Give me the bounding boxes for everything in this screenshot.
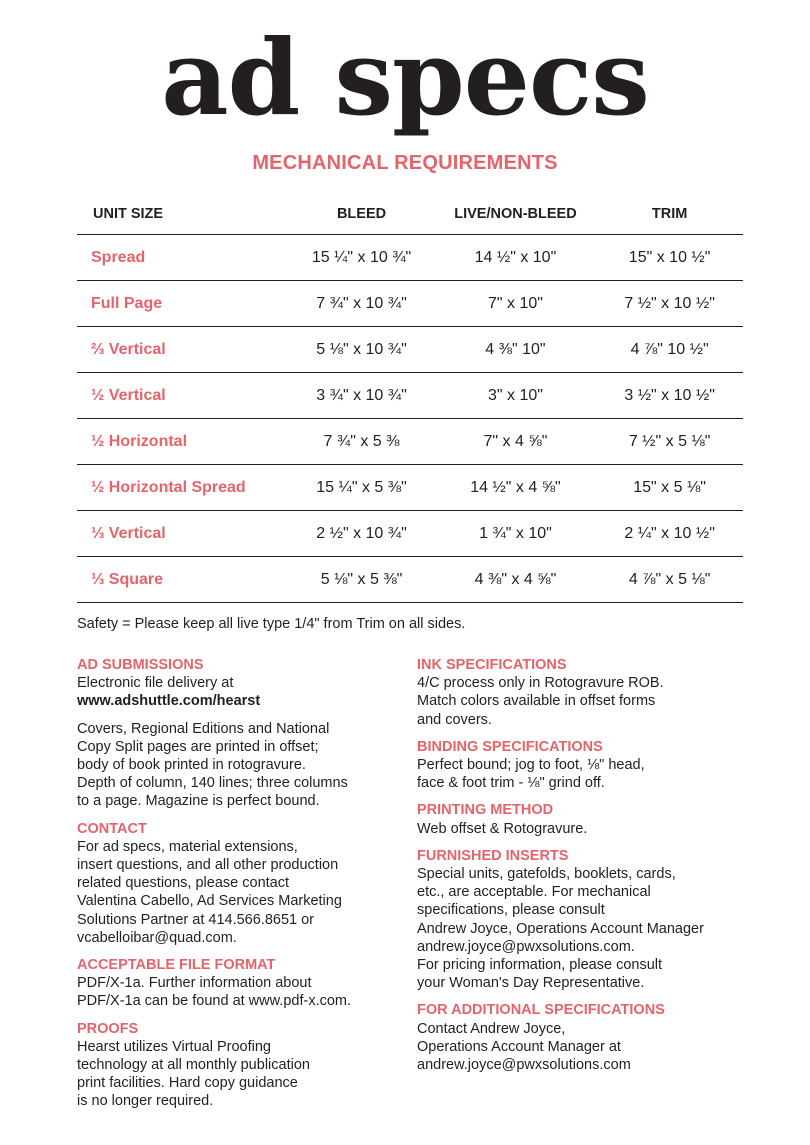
section-heading: PROOFS — [77, 1020, 139, 1037]
live-value: 14 ½" x 10" — [435, 235, 597, 281]
trim-value: 15" x 5 ⅛" — [596, 465, 743, 511]
section-text: Electronic file delivery at — [77, 675, 234, 692]
live-value: 7" x 4 ⅝" — [435, 419, 597, 465]
table-row — [77, 327, 743, 373]
additional-section — [417, 1001, 747, 1074]
section-text: Contact Andrew Joyce, Operations Account Manager at andrew.joyce@pwxsolutions.com — [417, 1020, 631, 1074]
header-unit-size: UNIT SIZE — [77, 194, 288, 235]
bleed-value: 5 ⅛" x 10 ¾" — [288, 327, 434, 373]
bleed-value: 7 ¾" x 5 ⅜ — [288, 419, 434, 465]
unit-name: ⅓ Square — [77, 557, 288, 603]
section-heading: ACCEPTABLE FILE FORMAT — [77, 957, 276, 974]
section-heading: INK SPECIFICATIONS — [417, 657, 567, 673]
specs-table — [77, 194, 743, 603]
proofs-section — [77, 1020, 397, 1111]
live-value: 14 ½" x 4 ⅝" — [435, 465, 597, 511]
section-text: PDF/X-1a. Further information about PDF/X-1a can be found at www.pdf-x.com. — [77, 975, 352, 1010]
contact-section — [77, 820, 397, 947]
section-heading: BINDING SPECIFICATIONS — [417, 738, 603, 755]
unit-name: ½ Horizontal Spread — [77, 465, 288, 511]
trim-value: 2 ¼" x 10 ½" — [596, 511, 743, 557]
trim-value: 4 ⅞" 10 ½" — [596, 327, 743, 373]
header-trim: TRIM — [596, 194, 743, 235]
trim-value: 4 ⅞" x 5 ⅛" — [596, 557, 743, 603]
live-value: 1 ¾" x 10" — [435, 511, 597, 557]
header-bleed: BLEED — [288, 194, 434, 235]
trim-value: 7 ½" x 5 ⅛" — [596, 419, 743, 465]
section-text: Perfect bound; jog to foot, ⅛" head, face & foot trim - ⅛" grind off. — [417, 757, 645, 792]
table-header-row — [77, 194, 743, 235]
section-heading: FOR ADDITIONAL SPECIFICATIONS — [417, 1002, 665, 1019]
unit-name: ⅔ Vertical — [77, 327, 288, 373]
section-heading: AD SUBMISSIONS — [77, 657, 204, 673]
trim-value: 7 ½" x 10 ½" — [596, 281, 743, 327]
section-text: Covers, Regional Editions and National Copy Split pages are printed in offset; body of book printed in rotogravure. Depth of column, 140 lines; three columns to a page. Magazine is perfect bound. — [77, 720, 348, 810]
unit-name: ½ Vertical — [77, 373, 288, 419]
binding-section — [417, 738, 747, 793]
live-value: 4 ⅜" x 4 ⅝" — [435, 557, 597, 603]
bleed-value: 15 ¼" x 5 ⅜" — [288, 465, 434, 511]
inserts-section — [417, 847, 747, 993]
section-text: Hearst utilizes Virtual Proofing technology at all monthly publication print facilities. Hard copy guidance is no longer required. — [77, 1038, 310, 1110]
trim-value: 15" x 10 ½" — [596, 235, 743, 281]
live-value: 3" x 10" — [435, 373, 597, 419]
unit-name: Spread — [77, 235, 288, 281]
left-column — [77, 656, 397, 1120]
page-title: ad specs — [161, 16, 649, 139]
section-text: For ad specs, material extensions, insert questions, and all other production related questions, please contact Valentina Cabello, Ad Services Marketing Solutions Partner at 414.566.8651 or vcabelloibar@quad.com. — [77, 838, 342, 946]
unit-name: Full Page — [77, 281, 288, 327]
table-row — [77, 511, 743, 557]
bleed-value: 7 ¾" x 10 ¾" — [288, 281, 434, 327]
bleed-value: 15 ¼" x 10 ¾" — [288, 235, 434, 281]
table-row — [77, 557, 743, 603]
live-value: 7" x 10" — [435, 281, 597, 327]
safety-note: Safety = Please keep all live type 1/4" from Trim on all sides. — [77, 616, 466, 632]
trim-value: 3 ½" x 10 ½" — [596, 373, 743, 419]
section-heading: PRINTING METHOD — [417, 802, 554, 819]
section-heading: CONTACT — [77, 820, 147, 837]
section-subtitle: MECHANICAL REQUIREMENTS — [252, 152, 558, 174]
header-live: LIVE/NON-BLEED — [435, 194, 597, 235]
table-row — [77, 373, 743, 419]
bleed-value: 3 ¾" x 10 ¾" — [288, 373, 434, 419]
bleed-value: 5 ⅛" x 5 ⅜" — [288, 557, 434, 603]
section-text: Web offset & Rotogravure. — [417, 820, 588, 837]
section-text: 4/C process only in Rotogravure ROB. Match colors available in offset forms and covers. — [417, 675, 664, 728]
section-heading: FURNISHED INSERTS — [417, 847, 569, 864]
printing-section — [417, 801, 747, 837]
right-column — [417, 656, 747, 1083]
table-row — [77, 235, 743, 281]
section-text: Special units, gatefolds, booklets, cards, etc., are acceptable. For mechanical specifications, please consult Andrew Joyce, Operations Account Manager andrew.joyce@pwxsolutions.com. For pricing information, please consult your Woman's Day Representative. — [417, 866, 704, 992]
unit-name: ½ Horizontal — [77, 419, 288, 465]
table-row — [77, 419, 743, 465]
ad-submissions-section — [77, 656, 397, 811]
file-format-section — [77, 956, 397, 1011]
bleed-value: 2 ½" x 10 ¾" — [288, 511, 434, 557]
ink-section — [417, 656, 747, 729]
table-row — [77, 281, 743, 327]
unit-name: ⅓ Vertical — [77, 511, 288, 557]
adshuttle-link[interactable]: www.adshuttle.com/hearst — [77, 693, 261, 710]
live-value: 4 ⅜" 10" — [435, 327, 597, 373]
table-row — [77, 465, 743, 511]
